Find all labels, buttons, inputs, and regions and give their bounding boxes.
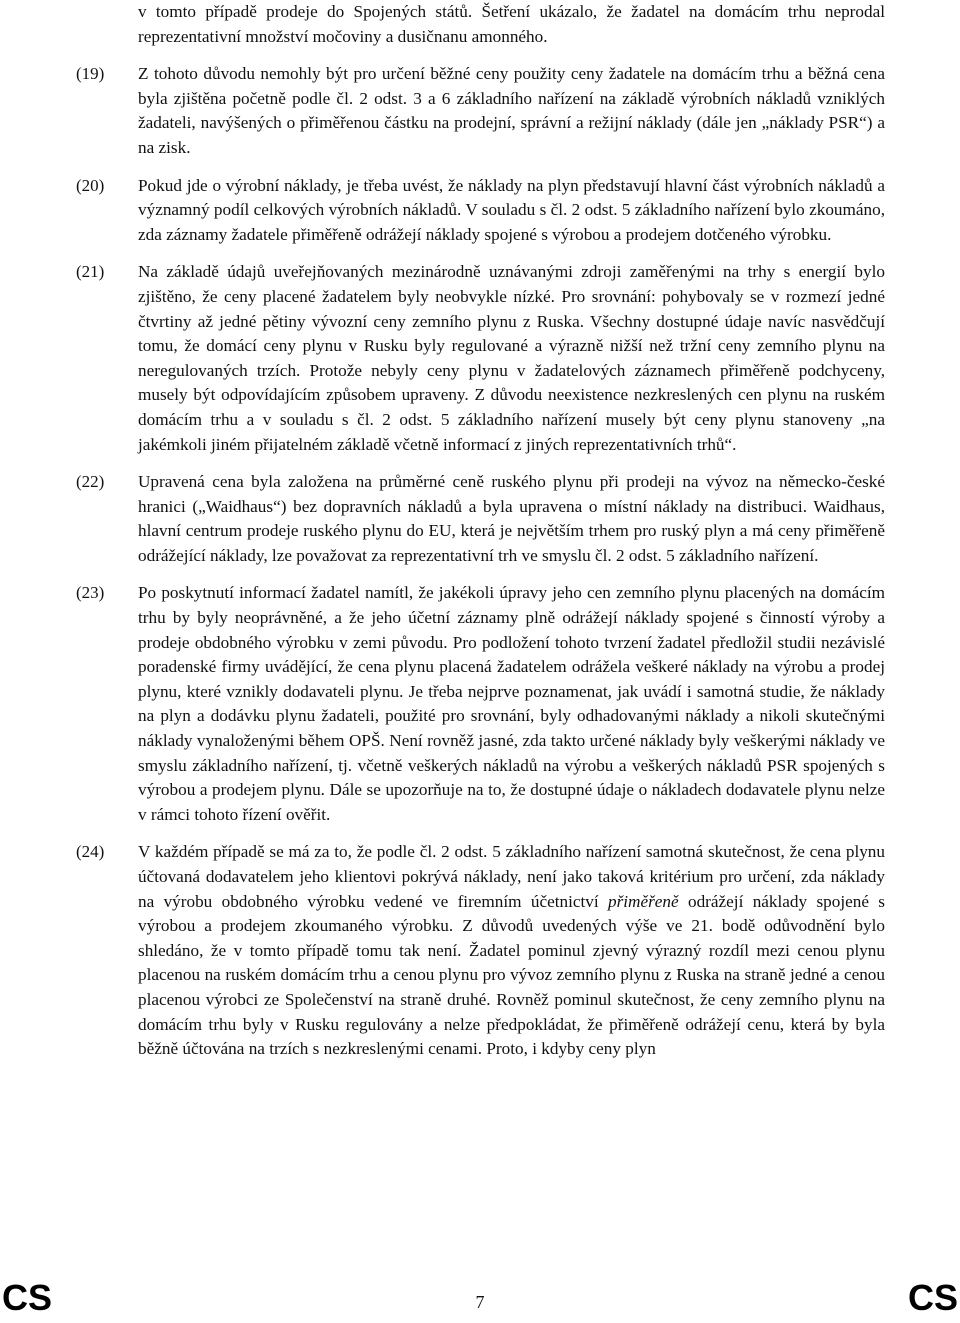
language-mark-left: CS: [2, 1277, 53, 1318]
document-body: [76, 0, 885, 1075]
paragraph-number: (22): [76, 472, 105, 492]
paragraph-number: (24): [76, 842, 105, 862]
paragraph-text-part: odrážejí náklady spojené s výrobou a prodejem zkoumaného výrobku. Z důvodů uvedených výše ve 21. bodě odůvodnění bylo shledáno, že v tomto případě tomu tak není. Žadatel pominul zjevný výrazný rozdíl mezi cenou plynu placenou na ruském domácím trhu a cenou plynu pro vývoz zemního plynu z Ruska na straně jedné a cenou placenou výrobci ze Společenství na straně druhé. Rovněž pominul skutečnost, že ceny zemního plynu na domácím trhu byly v Rusku regulovány a nelze předpokládat, že přiměřeně odrážejí cenu, která by byla běžně účtována na trzích s nezkreslenými cenami. Proto, i kdyby ceny plyn: [138, 891, 885, 1059]
page-number: 7: [475, 1292, 485, 1312]
paragraph-number: (23): [76, 583, 105, 603]
paragraph-text: Z tohoto důvodu nemohly být pro určení běžné ceny použity ceny žadatele na domácím trhu a běžná cena byla zjištěna početně podle čl. 2 odst. 3 a 6 základního nařízení na základě výrobních nákladů vzniklých žadateli, navýšených o přiměřenou částku na prodejní, správní a režijní náklady (dále jen „náklady PSR“) a na zisk.: [138, 64, 885, 157]
paragraph-21: [76, 260, 885, 457]
paragraph-20: [76, 174, 885, 248]
paragraph-text: Po poskytnutí informací žadatel namítl, že jakékoli úpravy jeho cen zemního plynu placených na domácím trhu by byly neoprávněné, a že jeho účetní záznamy plně odrážejí náklady spojené s činností výroby a prodeje obdobného výrobku v zemi původu. Pro podložení tohoto tvrzení žadatel předložil studii nezávislé poradenské firmy uvádějící, že cena plynu placená žadatelem odrážela veškeré náklady na výrobu a prodej plynu, které vznikly dodavateli plynu. Je třeba nejprve poznamenat, jak uvádí i samotná studie, že náklady na plyn a dodávku plynu žadateli, použité pro srovnání, byly odhadovanými náklady a nikoli skutečnými náklady vynaloženými během OPŠ. Není rovněž jasné, zda takto určené náklady byly veškerými náklady ve smyslu základního nařízení, tj. včetně veškerých nákladů na výrobu a veškerých nákladů PSR spojených s výrobou a prodejem plynu. Dále se upozorňuje na to, že dostupné údaje o nákladech dodavatele plynu nelze v rámci tohoto řízení ověřit.: [138, 583, 885, 824]
paragraph-text: Na základě údajů uveřejňovaných mezinárodně uznávanými zdroji zaměřenými na trhy s energií bylo zjištěno, že ceny placené žadatelem byly neobvykle nízké. Pro srovnání: pohybovaly se v rozmezí jedné čtvrtiny až jedné pětiny vývozní ceny zemního plynu z Ruska. Všechny dostupné údaje navíc nasvědčují tomu, že domácí ceny plynu v Rusku byly regulované a výrazně nižší než tržní ceny zemního plynu na neregulovaných trzích. Protože nebyly ceny plynu v žadatelových záznamech přiměřeně podchyceny, musely být odpovídajícím způsobem upraveny. Z důvodu neexistence nezkreslených cen plynu na ruském domácím trhu a v souladu s čl. 2 odst. 5 základního nařízení musely být ceny plynu stanoveny „na jakémkoli jiném přijatelném základě včetně informací z jiných reprezentativních trhů“.: [138, 262, 885, 454]
paragraph-number: (19): [76, 64, 105, 84]
paragraph-continuation: [76, 0, 885, 49]
language-mark-right: CS: [907, 1277, 958, 1318]
paragraph-text: v tomto případě prodeje do Spojených států. Šetření ukázalo, že žadatel na domácím trhu neprodal reprezentativní množství močoviny a dusičnanu amonného.: [138, 2, 885, 46]
paragraph-23: [76, 581, 885, 827]
paragraph-24: [76, 840, 885, 1061]
paragraph-19: [76, 62, 885, 160]
emphasized-word: přiměřeně: [608, 891, 679, 911]
paragraph-number: (20): [76, 175, 105, 195]
paragraph-22: [76, 470, 885, 568]
paragraph-text-part: V každém případě se má za to, že podle čl. 2 odst. 5 základního nařízení samotná skutečnost, že cena plynu účtovaná dodavatelem jeho klientovi pokrývá náklady, není jako taková kritérium pro určení, zda náklady na výrobu obdobného výrobku vedené ve firemním účetnictví: [138, 842, 885, 911]
paragraph-text: Upravená cena byla založena na průměrné ceně ruského plynu při prodeji na vývoz na německo-české hranici („Waidhaus“) bez dopravních nákladů a byla upravena o místní náklady na distribuci. Waidhaus, hlavní centrum prodeje ruského plynu do EU, která je největším trhem pro ruský plyn a má ceny přiměřeně odrážející náklady, lze považovat za reprezentativní trh ve smyslu čl. 2 odst. 5 základního nařízení.: [138, 472, 885, 565]
paragraph-number: (21): [76, 262, 105, 282]
paragraph-text: [138, 840, 885, 1061]
paragraph-text: Pokud jde o výrobní náklady, je třeba uvést, že náklady na plyn představují hlavní část výrobních nákladů a významný podíl celkových výrobních nákladů. V souladu s čl. 2 odst. 5 základního nařízení bylo zkoumáno, zda záznamy žadatele přiměřeně odrážejí náklady spojené s výrobou a prodejem dotčeného výrobku.: [138, 175, 885, 244]
